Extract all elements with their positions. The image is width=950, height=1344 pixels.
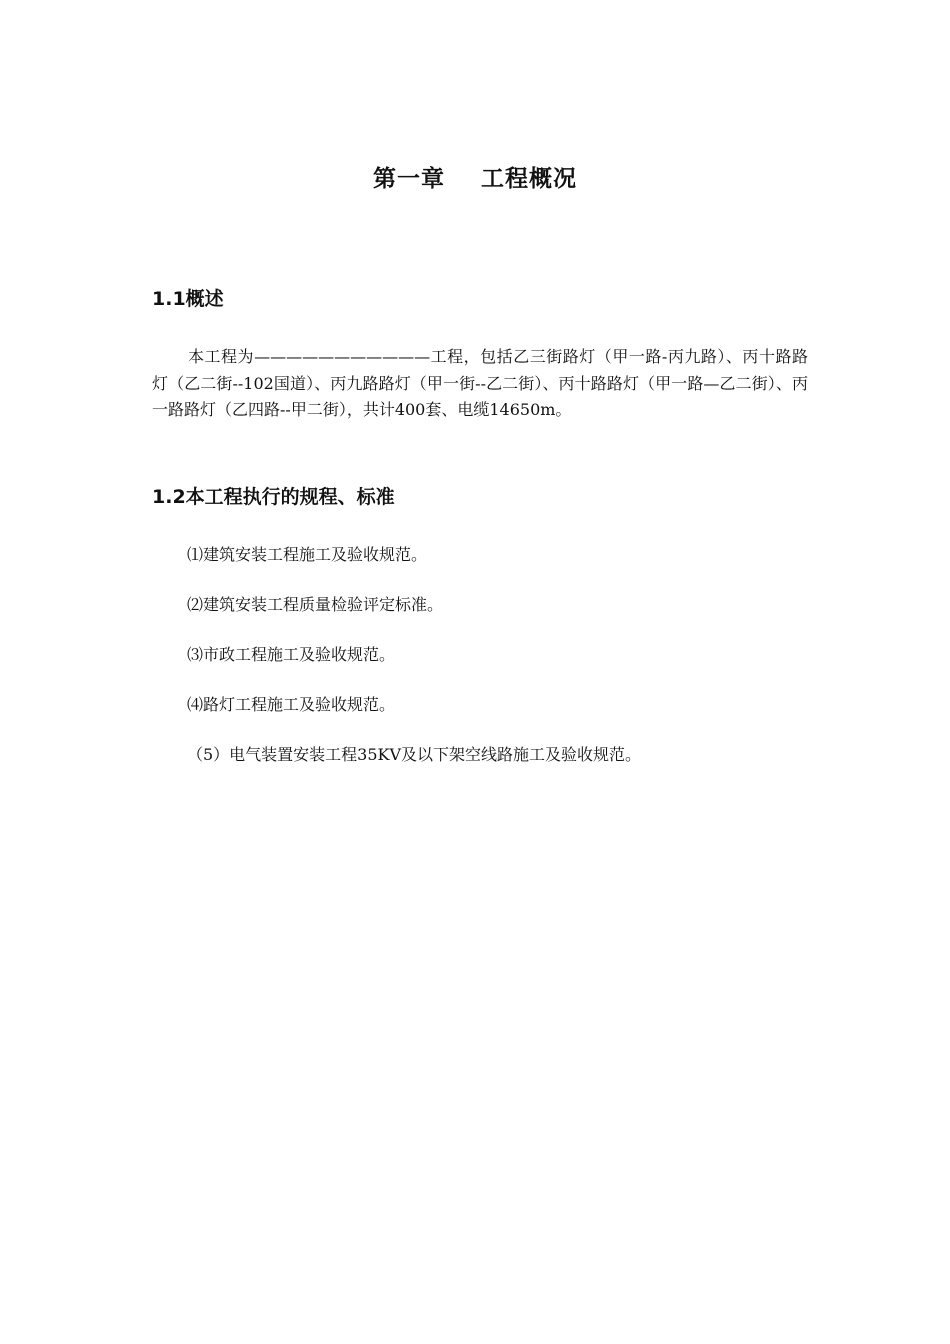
- overview-paragraph: 本工程为———————————工程，包括乙三街路灯（甲一路-丙九路）、丙十路路灯（乙二街--102国道）、丙九路路灯（甲一街--乙二街）、丙十路路灯（甲一路—乙二街）、丙一路路灯（乙四路--甲二街），共计400套、电缆14650m。: [152, 347, 808, 419]
- chapter-title: 第一章 工程概况: [372, 166, 578, 192]
- standards-list: [187, 542, 827, 792]
- standards-list-item: （5）电气装置安装工程35KV及以下架空线路施工及验收规范。: [187, 745, 642, 764]
- standards-list-item: ⑴建筑安装工程施工及验收规范。: [187, 545, 428, 564]
- standards-list-item: ⑷路灯工程施工及验收规范。: [187, 695, 396, 714]
- standards-list-item: ⑵建筑安装工程质量检验评定标准。: [187, 595, 444, 614]
- section-heading-standards: 1.2本工程执行的规程、标准: [152, 486, 395, 508]
- section-heading-overview: 1.1概述: [152, 288, 224, 310]
- standards-list-item: ⑶市政工程施工及验收规范。: [187, 645, 396, 664]
